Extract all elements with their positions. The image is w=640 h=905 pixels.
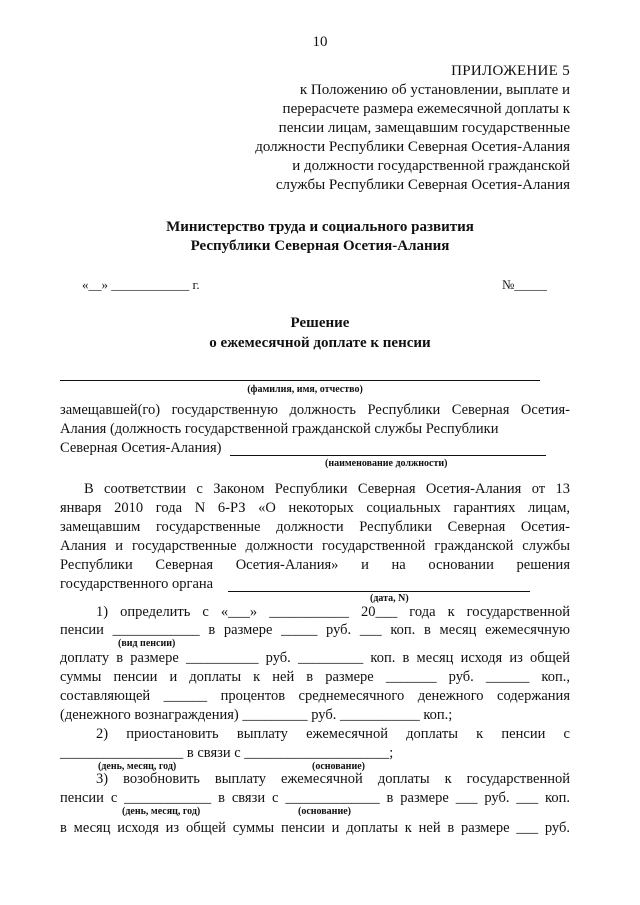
fio-underline xyxy=(60,380,540,381)
item1-line: пенсии ____________ в размере _____ руб. ___ коп. в месяц ежемесячную xyxy=(60,622,570,638)
item1-line: суммы пенсии и доплаты к ней в размере _______ руб. ______ коп., xyxy=(60,669,570,685)
appendix-line: пенсии лицам, замещавшим государственные xyxy=(278,120,570,136)
appendix-title: ПРИЛОЖЕНИЕ 5 xyxy=(451,63,570,79)
ministry-line: Министерство труда и социального развития xyxy=(166,219,474,235)
item2-line: 2) приостановить выплату ежемесячной доплаты к пенсии с xyxy=(96,726,570,742)
organ-underline xyxy=(228,591,530,592)
number-line: №_____ xyxy=(502,277,547,292)
caption-position: (наименование должности) xyxy=(325,458,448,469)
heading-subtitle: о ежемесячной доплате к пенсии xyxy=(209,335,431,351)
item1-line: составляющей ______ процентов среднемесячного денежного содержания xyxy=(60,688,570,704)
caption-fio: (фамилия, имя, отчество) xyxy=(247,384,363,395)
decision-heading xyxy=(0,313,640,353)
appendix-line: к Положению об установлении, выплате и xyxy=(299,82,570,98)
para-law-line: Республики Северная Осетия-Алания» и на основании решения xyxy=(60,557,570,573)
caption-date-n: (дата, N) xyxy=(370,593,409,604)
para-occupied-line: Северная Осетия-Алания) xyxy=(60,440,222,456)
item3-line: пенсии с ____________ в связи с _____________ в размере ___ руб. ___ коп. xyxy=(60,790,570,806)
item3-line: в месяц исходя из общей суммы пенсии и доплаты к ней в размере ___ руб. xyxy=(60,820,570,836)
page-number: 10 xyxy=(312,34,328,50)
item1-line: 1) определить с «___» ___________ 20___ года к государственной xyxy=(96,604,571,620)
appendix-line: службы Республики Северная Осетия-Алания xyxy=(275,177,570,193)
position-underline xyxy=(230,455,546,456)
caption-vid-pensii: (вид пенсии) xyxy=(118,638,176,649)
para-law-line: замещавшим государственные должности Республики Северная Осетия- xyxy=(60,519,570,535)
ministry-line: Республики Северная Осетия-Алания xyxy=(190,238,450,254)
caption-reason: (основание) xyxy=(312,761,365,772)
para-law-line: государственного органа xyxy=(60,576,214,592)
appendix-line: перерасчете размера ежемесячной доплаты к xyxy=(282,101,570,117)
para-occupied-line: Алания (должность государственной гражданской службы Республики xyxy=(60,421,499,437)
para-law-line: января 2010 года N 6-РЗ «О некоторых социальных гарантиях лицам, xyxy=(60,500,570,516)
appendix-block xyxy=(255,62,570,195)
item1-line: (денежного вознаграждения) _________ руб. ___________ коп.; xyxy=(60,707,453,723)
item1-line: доплату в размере __________ руб. _________ коп. в месяц исходя из общей xyxy=(60,650,570,666)
item2-line: _________________ в связи с ____________________; xyxy=(60,745,394,761)
caption-day-month-year: (день, месяц, год) xyxy=(98,761,177,772)
ministry-name xyxy=(0,218,640,256)
para-occupied-line: замещавшей(го) государственную должность Республики Северная Осетия- xyxy=(60,402,570,418)
appendix-line: должности Республики Северная Осетия-Алания xyxy=(255,139,570,155)
heading-title: Решение xyxy=(290,315,350,331)
caption-day-month-year: (день, месяц, год) xyxy=(122,806,201,817)
item3-line: 3) возобновить выплату ежемесячной доплаты к государственной xyxy=(96,771,570,787)
caption-reason: (основание) xyxy=(298,806,351,817)
appendix-line: и должности государственной гражданской xyxy=(292,158,570,174)
para-law-line: В соответствии с Законом Республики Северная Осетия-Алания от 13 xyxy=(84,481,570,497)
date-line: «__» ____________ г. xyxy=(82,277,200,292)
para-law-line: Алания и государственные должности государственной гражданской службы xyxy=(60,538,570,554)
